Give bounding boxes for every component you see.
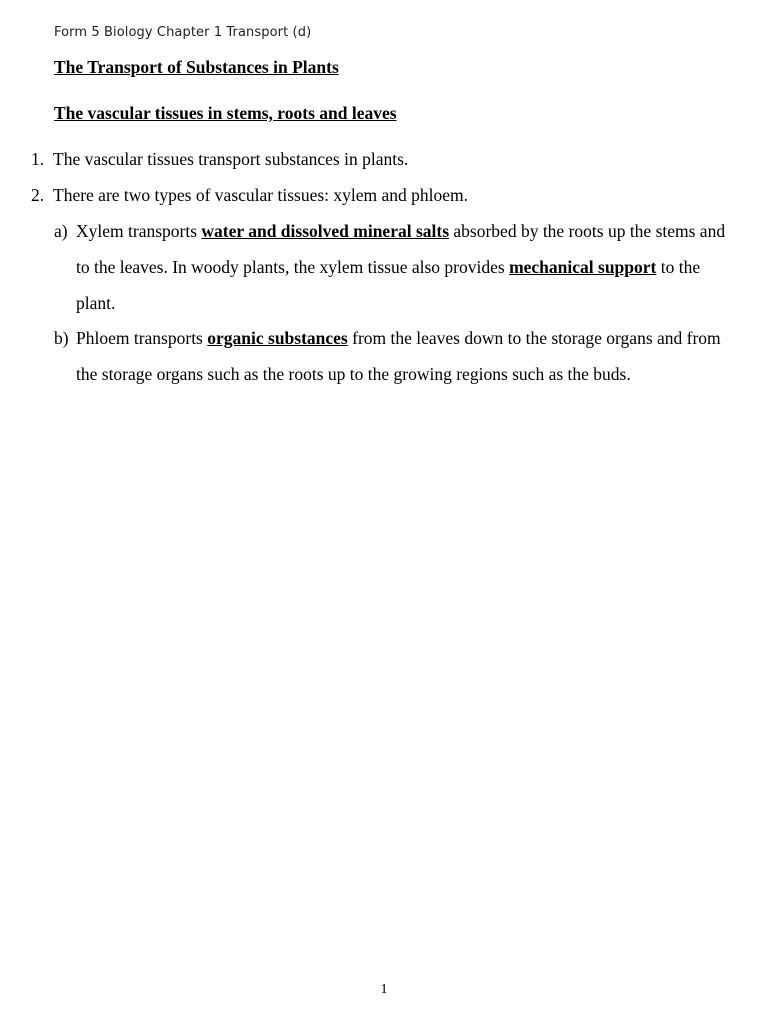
document-title: The Transport of Substances in Plants [54, 57, 339, 77]
text-run: absorbed by the roots up the stems and to the leaves. In woody plants, the xylem tissue also provides [76, 221, 726, 277]
list-text: There are two types of vascular tissues: xylem and phloem. [53, 185, 469, 205]
key-term: mechanical support [509, 257, 657, 277]
sub-item-text [76, 320, 734, 392]
key-term: organic substances [207, 328, 348, 348]
sub-item-b [54, 320, 734, 392]
sub-item-a [54, 213, 734, 321]
list-item-2 [31, 177, 731, 213]
text-run: Xylem transports [76, 221, 202, 241]
list-number: 1. [31, 149, 45, 169]
list-text: The vascular tissues transport substances in plants. [53, 149, 409, 169]
text-run: from the leaves down to the storage organs and from the storage organs such as the roots up to the growing regions such as the buds. [76, 328, 721, 384]
list-number: 2. [31, 185, 45, 205]
sub-item-letter: b) [54, 328, 69, 348]
text-run: to the plant. [76, 257, 701, 313]
sub-item-letter: a) [54, 221, 68, 241]
key-term: water and dissolved mineral salts [201, 221, 450, 241]
page-number: 1 [380, 982, 388, 997]
section-heading: The vascular tissues in stems, roots and leaves [54, 103, 397, 123]
sub-item-text [76, 213, 734, 321]
text-run: Phloem transports [76, 328, 208, 348]
list-item-1 [31, 141, 731, 177]
page-header: Form 5 Biology Chapter 1 Transport (d) [54, 25, 312, 40]
